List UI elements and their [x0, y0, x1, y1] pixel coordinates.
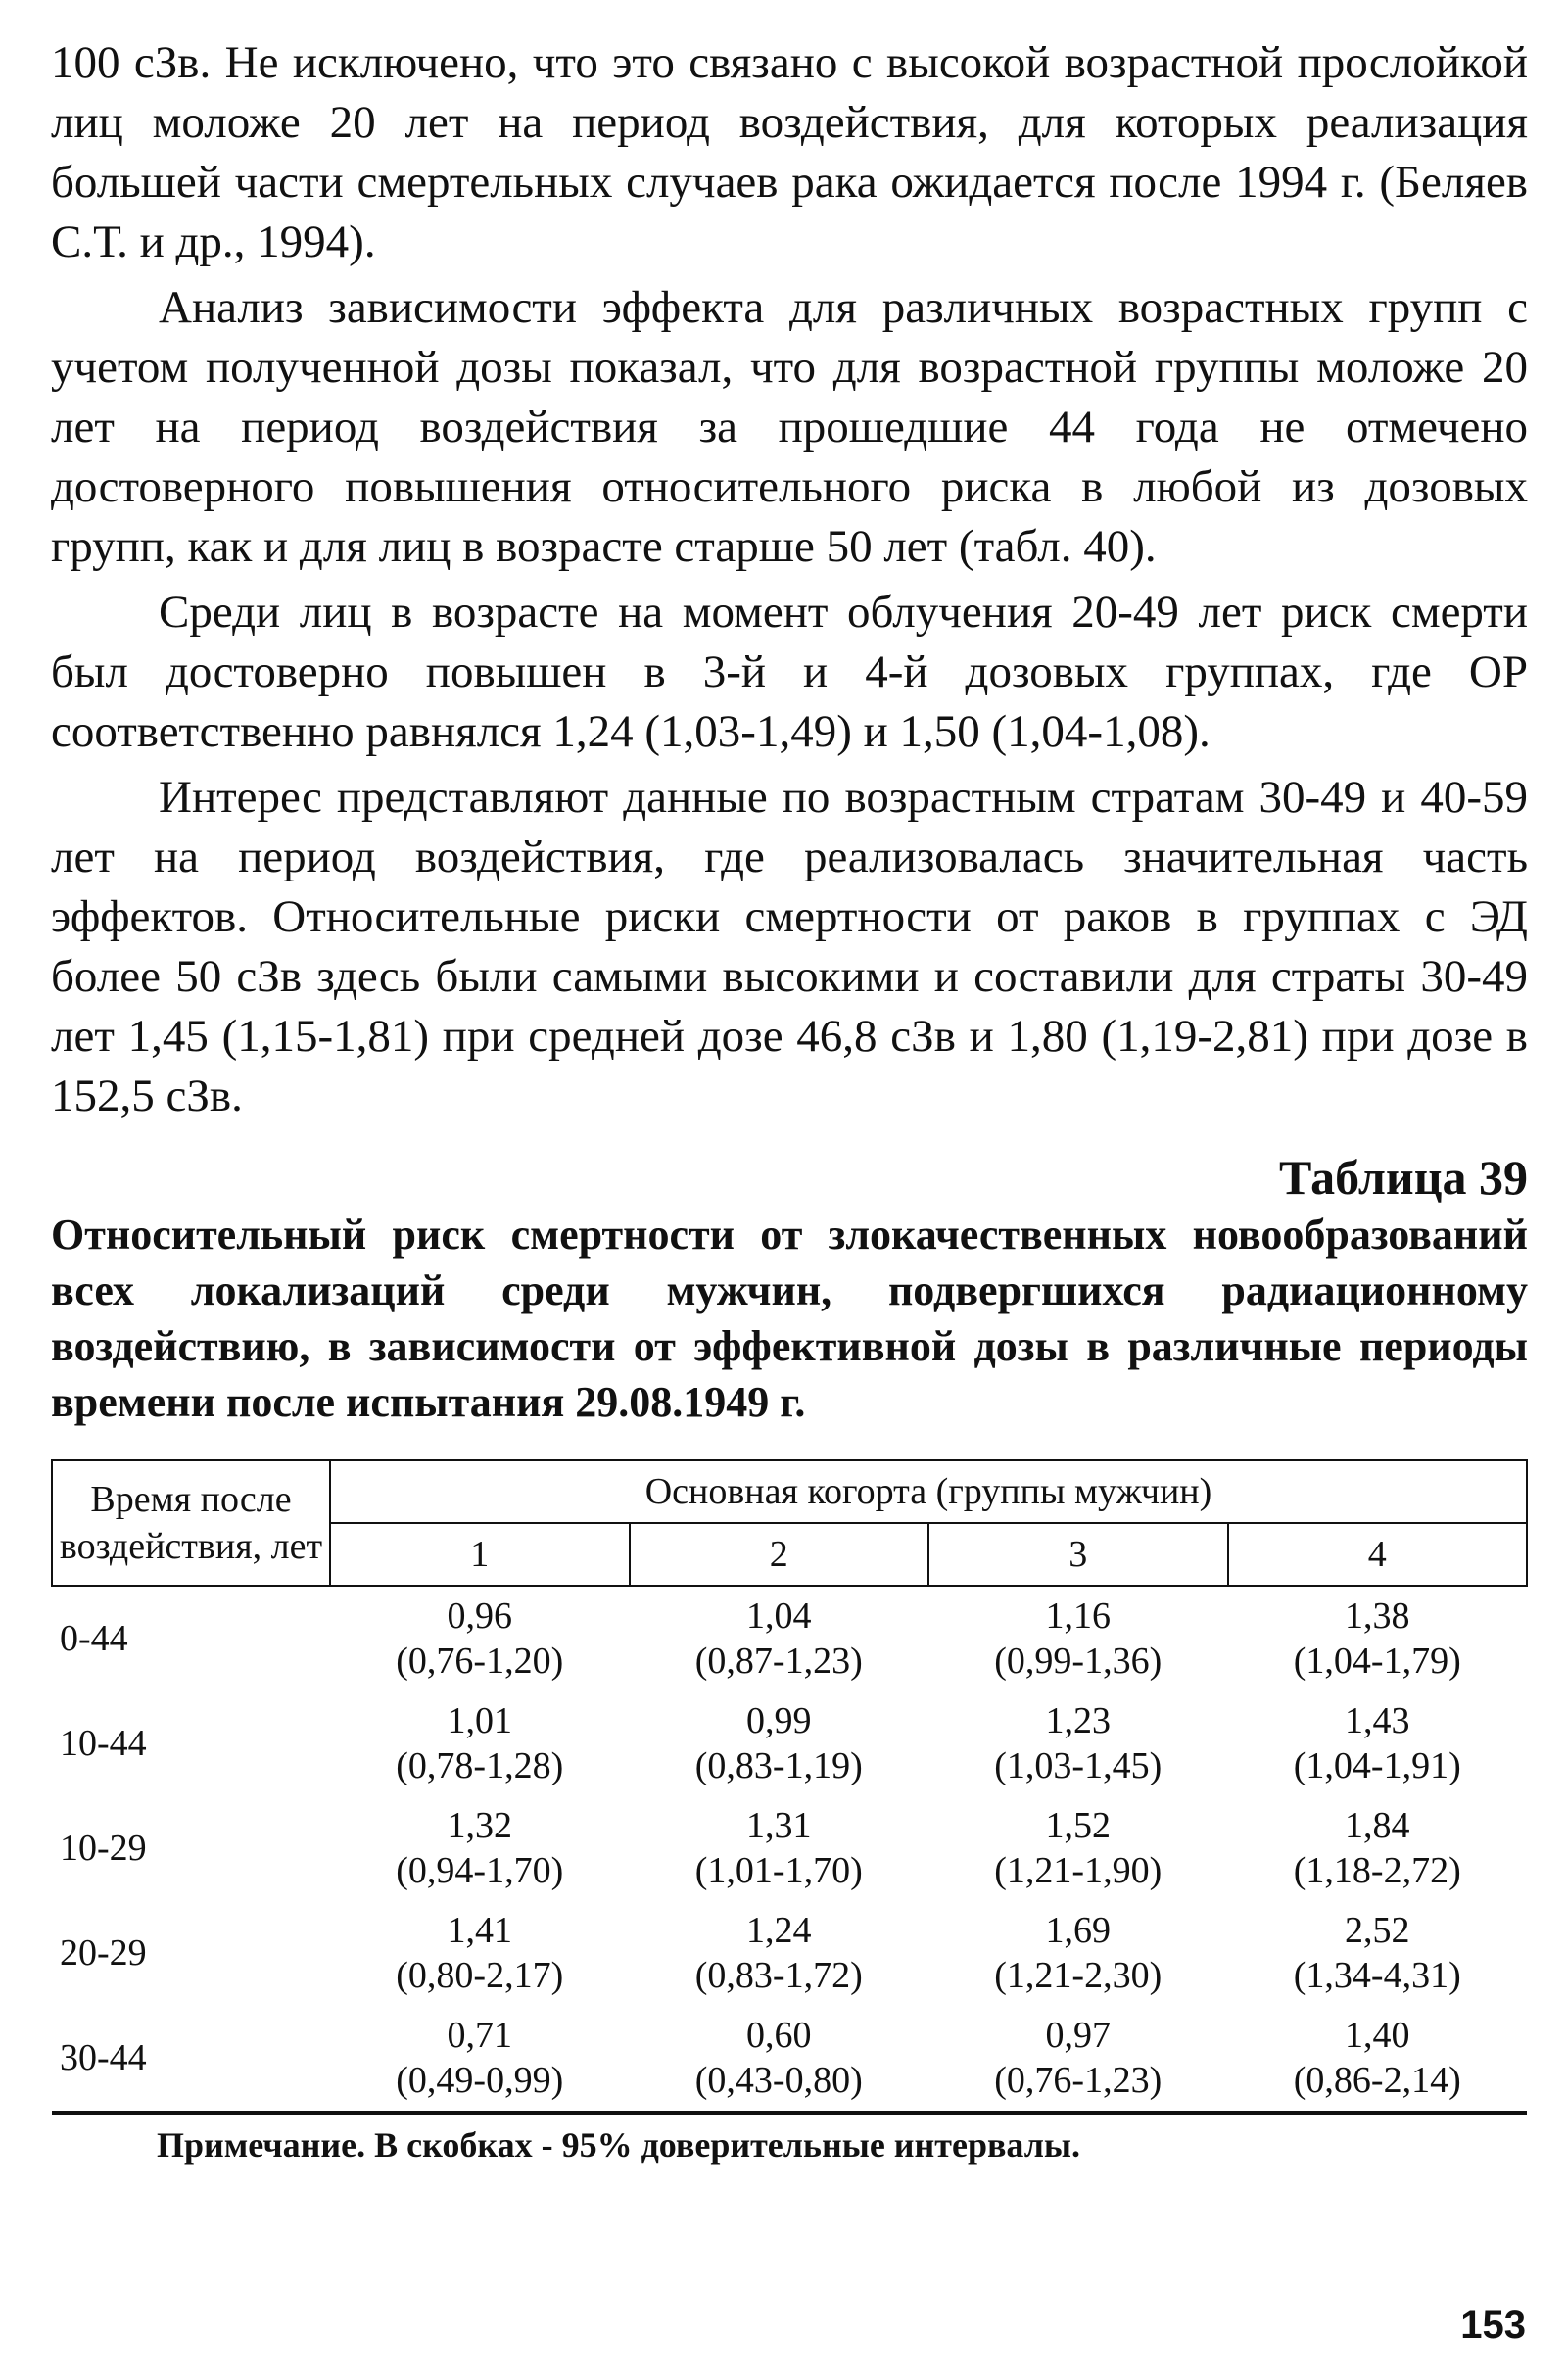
document-page [51, 33, 1528, 2169]
risk-value: 1,38 [1345, 1595, 1410, 1637]
risk-value: 1,23 [1045, 1700, 1111, 1741]
risk-value: 1,01 [447, 1700, 512, 1741]
risk-value: 1,31 [746, 1805, 812, 1846]
risk-cell [928, 1901, 1228, 2006]
paragraph-2: Анализ зависимости эффекта для различных возрастных групп с учетом полученной дозы показал, что для возрастной группы моложе 20 лет на период воздействия за прошедшие 44 года не отмечено достоверного повышения относительного риска в любой из дозовых групп, как и для лиц в возрасте старше 50 лет (табл. 40). [51, 282, 1528, 572]
risk-cell [928, 1796, 1228, 1901]
risk-value: 0,60 [746, 2015, 812, 2056]
table-body [52, 1586, 1527, 2113]
confidence-interval: (1,18-2,72) [1293, 1850, 1461, 1891]
table-row [52, 2006, 1527, 2113]
risk-value: 1,69 [1045, 1910, 1111, 1951]
column-header-1: 1 [330, 1523, 630, 1586]
risk-cell [630, 1691, 929, 1796]
risk-value: 1,16 [1045, 1595, 1111, 1637]
period-cell: 10-29 [60, 1828, 147, 1869]
risk-cell [1228, 1586, 1528, 1691]
risk-value: 0,96 [447, 1595, 512, 1637]
risk-cell [630, 2006, 929, 2113]
confidence-interval: (0,99-1,36) [994, 1641, 1163, 1682]
confidence-interval: (0,78-1,28) [396, 1745, 564, 1786]
table-note: Примечание. В скобках - 95% доверительные интервалы. [157, 2125, 1081, 2165]
risk-table [51, 1459, 1528, 2115]
risk-value: 2,52 [1345, 1910, 1410, 1951]
paragraph-3: Среди лиц в возрасте на момент облучения 20-49 лет риск смерти был достоверно повышен в 3-й и 4-й дозовых группах, где ОР соответственно равнялся 1,24 (1,03-1,49) и 1,50 (1,04-1,08). [51, 587, 1528, 757]
confidence-interval: (0,76-1,20) [396, 1641, 564, 1682]
table-row [52, 1796, 1527, 1901]
confidence-interval: (0,43-0,80) [694, 2060, 863, 2101]
confidence-interval: (1,01-1,70) [694, 1850, 863, 1891]
corner-header: Время после воздействия, лет [52, 1460, 330, 1586]
confidence-interval: (1,03-1,45) [994, 1745, 1163, 1786]
table-row [52, 1586, 1527, 1691]
confidence-interval: (0,87-1,23) [694, 1641, 863, 1682]
risk-cell [330, 1796, 630, 1901]
table-header-row [52, 1460, 1527, 1523]
column-header-4: 4 [1228, 1523, 1528, 1586]
confidence-interval: (0,49-0,99) [396, 2060, 564, 2101]
risk-value: 1,04 [746, 1595, 812, 1637]
risk-value: 1,52 [1045, 1805, 1111, 1846]
risk-value: 1,24 [746, 1910, 812, 1951]
risk-cell [928, 2006, 1228, 2113]
risk-cell [330, 2006, 630, 2113]
column-header-2: 2 [630, 1523, 929, 1586]
risk-cell [630, 1586, 929, 1691]
confidence-interval: (0,94-1,70) [396, 1850, 564, 1891]
risk-cell [1228, 1691, 1528, 1796]
confidence-interval: (1,21-2,30) [994, 1955, 1163, 1996]
period-cell: 0-44 [60, 1618, 128, 1659]
risk-value: 1,32 [447, 1805, 512, 1846]
confidence-interval: (0,83-1,72) [694, 1955, 863, 1996]
risk-value: 0,99 [746, 1700, 812, 1741]
confidence-interval: (0,86-2,14) [1293, 2060, 1461, 2101]
confidence-interval: (1,04-1,79) [1293, 1641, 1461, 1682]
period-cell: 20-29 [60, 1932, 147, 1974]
risk-cell [1228, 2006, 1528, 2113]
risk-cell [630, 1901, 929, 2006]
risk-cell [330, 1586, 630, 1691]
risk-value: 0,71 [447, 2015, 512, 2056]
risk-value: 1,84 [1345, 1805, 1410, 1846]
confidence-interval: (1,04-1,91) [1293, 1745, 1461, 1786]
confidence-interval: (0,80-2,17) [396, 1955, 564, 1996]
risk-value: 1,41 [447, 1910, 512, 1951]
paragraph-1: 100 сЗв. Не исключено, что это связано с высокой возрастной прослойкой лиц моложе 20 лет на период воздействия, для которых реализация большей части смертельных случаев рака ожидается после 1994 г. (Беляев С.Т. и др., 1994). [51, 37, 1528, 267]
period-cell: 30-44 [52, 2006, 330, 2113]
table-label: Таблица 39 [1278, 1150, 1528, 1205]
risk-value: 1,40 [1345, 2015, 1410, 2056]
table-row [52, 1691, 1527, 1796]
period-cell: 10-44 [60, 1723, 147, 1764]
confidence-interval: (1,34-4,31) [1293, 1955, 1461, 1996]
risk-value: 0,97 [1045, 2015, 1111, 2056]
confidence-interval: (0,83-1,19) [694, 1745, 863, 1786]
risk-cell [928, 1691, 1228, 1796]
risk-cell [1228, 1901, 1528, 2006]
group-header: Основная когорта (группы мужчин) [330, 1460, 1527, 1523]
risk-value: 1,43 [1345, 1700, 1410, 1741]
risk-cell [330, 1901, 630, 2006]
confidence-interval: (1,21-1,90) [994, 1850, 1163, 1891]
risk-cell [330, 1691, 630, 1796]
risk-cell [630, 1796, 929, 1901]
confidence-interval: (0,76-1,23) [994, 2060, 1163, 2101]
page-number: 153 [1460, 2304, 1526, 2347]
risk-cell [928, 1586, 1228, 1691]
column-header-3: 3 [928, 1523, 1228, 1586]
risk-cell [1228, 1796, 1528, 1901]
table-title: Относительный риск смертности от злокачественных новообразований всех локализаций среди мужчин, подвергшихся радиационному воздействию, в зависимости от эффективной дозы в различные периоды времени после испытания 29.08.1949 г. [51, 1211, 1528, 1426]
table-row [52, 1901, 1527, 2006]
paragraph-4: Интерес представляют данные по возрастным стратам 30-49 и 40-59 лет на период воздействия, где реализовалась значительная часть эффектов. Относительные риски смертности от раков в группах с ЭД более 50 сЗв здесь были самыми высокими и составили для страты 30-49 лет 1,45 (1,15-1,81) при средней дозе 46,8 сЗв и 1,80 (1,19-2,81) при дозе в 152,5 сЗв. [51, 772, 1528, 1121]
